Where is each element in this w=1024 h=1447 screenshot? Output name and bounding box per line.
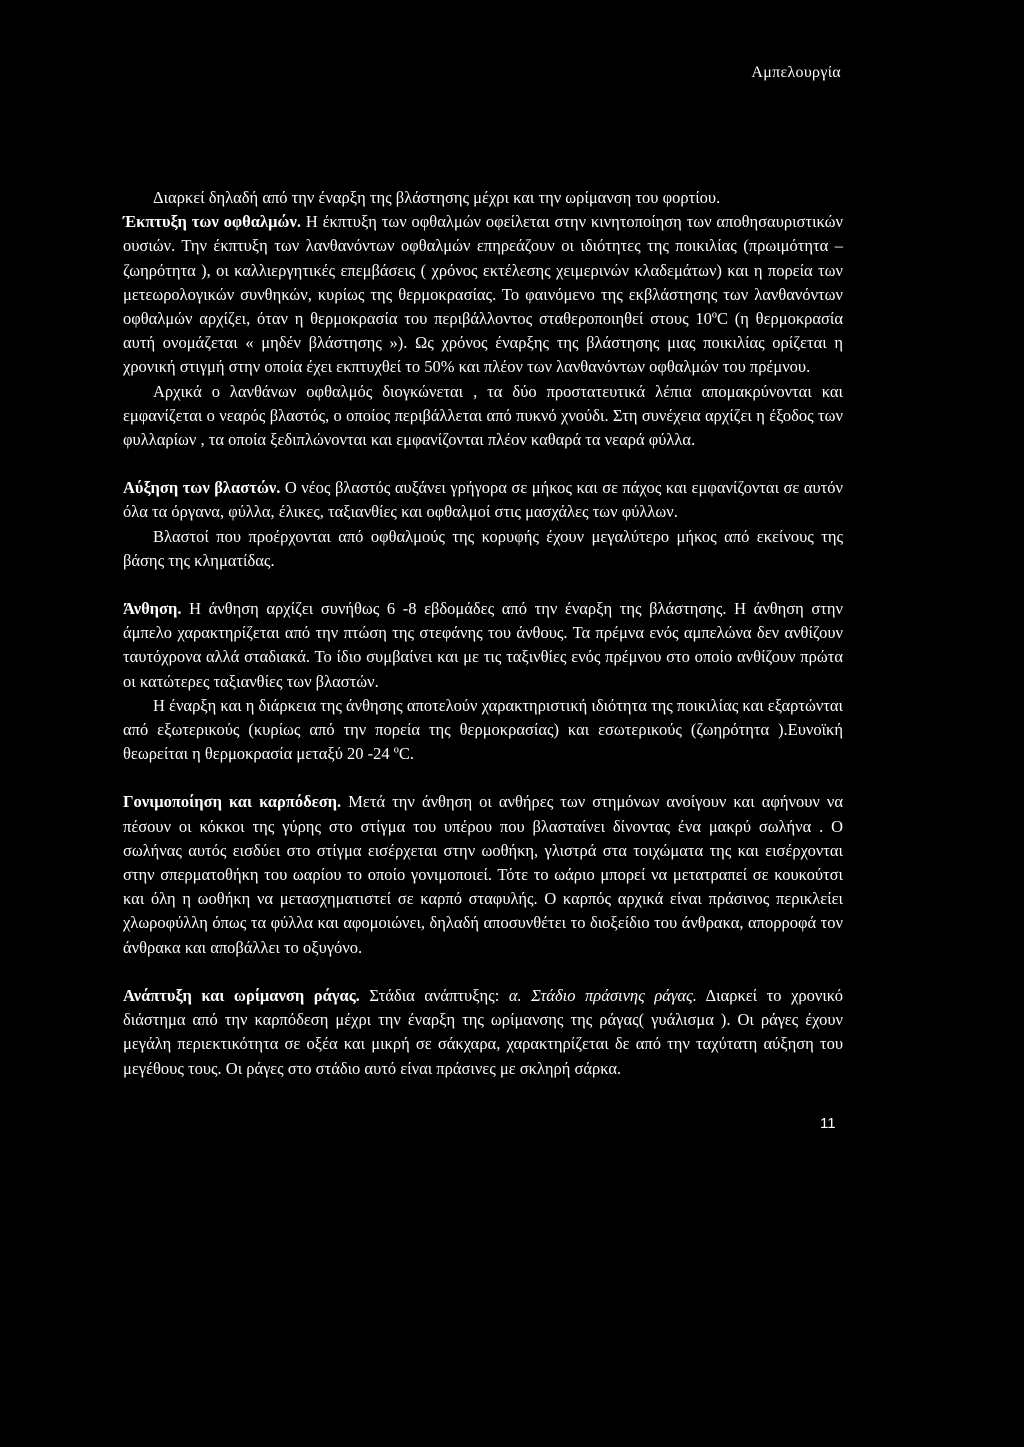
section-heading-shoot-growth: Αύξηση των βλαστών. xyxy=(123,478,281,498)
paragraph-text: Βλαστοί που προέρχονται από οφθαλμούς της κορυφής έχουν μεγαλύτερο μήκος από εκείνους της βάσης της κληματίδας. xyxy=(123,526,843,570)
page-number: 11 xyxy=(820,1115,836,1132)
paragraph-shoot-growth xyxy=(123,476,843,524)
section-heading-berry-development: Ανάπτυξη και ωρίμανση ράγας. xyxy=(123,985,360,1005)
running-header: Αμπελουργία xyxy=(751,64,841,81)
paragraph-fertilization xyxy=(123,790,843,959)
paragraph-text: Στάδια ανάπτυξης: xyxy=(359,985,509,1005)
paragraph-text: Η έναρξη και η διάρκεια της άνθησης αποτελούν χαρακτηριστική ιδιότητα της ποικιλίας και εξαρτώνται από εξωτερικούς (κυρίως από την πορεία της θερμοκρασίας) και εσωτερικούς (ζωηρότητα ).Ευνοϊκή θεωρείται η θερμοκρασία μεταξύ 20 -24 ºC. xyxy=(123,695,843,764)
paragraph-berry-development xyxy=(123,984,843,1081)
paragraph-text: Διαρκεί το χρονικό διάστημα από την καρπόδεση μέχρι την έναρξη της ωρίμανσης της ράγας( γυάλισμα ). Οι ράγες έχουν μεγάλη περιεκτικότητα σε οξέα και μικρή σε σάκχαρα, χαρακτηρίζεται δε από την ταχύτατη αύξηση του μεγέθους τους. Οι ράγες στο στάδιο αυτό είναι πράσινες με σκληρή σάρκα. xyxy=(123,985,843,1078)
paragraph-bud-swelling xyxy=(123,380,843,453)
paragraph-shoot-length xyxy=(123,525,843,573)
paragraph-flowering xyxy=(123,597,843,694)
paragraph-text: Μετά την άνθηση οι ανθήρες των στημόνων ανοίγουν και αφήνουν να πέσουν οι κόκκοι της γύρης στο στίγμα του υπέρου που βλασταίνει δίνοντας ένα μακρύ σωλήνα . Ο σωλήνας αυτός εισδύει στο στίγμα εισέρχεται στην ωοθήκη, γλιστρά στα τοιχώματα της και εισέρχονται στην σπερματοθήκη του ωαρίου το οποίο γονιμοποιεί. Τότε το ωάριο μπορεί να μετατραπεί σε κουκούτσι και όλη η ωοθήκη να μετασχηματιστεί σε καρπό σταφυλής. Ο καρπός αρχικά είναι πράσινος περικλείει χλωροφύλλη όπως τα φύλλα και αφομοιώνει, δηλαδή αποσυνθέτει το διοξείδιο του άνθρακα, απορροφά τον άνθρακα και αποβάλλει το οξυγόνο. xyxy=(123,792,843,957)
section-heading-flowering: Άνθηση. xyxy=(123,599,182,619)
paragraph-text: Ο νέος βλαστός αυξάνει γρήγορα σε μήκος και σε πάχος και εμφανίζονται σε αυτόν όλα τα όργανα, φύλλα, έλικες, ταξιανθίες και οφθαλμοί στις μασχάλες των φύλλων. xyxy=(123,478,843,522)
paragraph-text: Διαρκεί δηλαδή από την έναρξη της βλάστησης μέχρι και την ωρίμανση του φορτίου. xyxy=(153,188,721,207)
paragraph-text: Η άνθηση αρχίζει συνήθως 6 -8 εβδομάδες από την έναρξη της βλάστησης. Η άνθηση στην άμπελο χαρακτηρίζεται από την πτώση της στεφάνης του άνθους. Τα πρέμνα ενός αμπελώνα δεν ανθίζουν ταυτόχρονα αλλά σταδιακά. Το ίδιο συμβαίνει και με τις ταξινθίες ενός πρέμνου στο οποίο ανθίζουν πρώτα οι κατώτερες ταξιανθίες των βλαστών. xyxy=(123,599,843,691)
paragraph-bud-burst xyxy=(123,210,843,379)
section-heading-fertilization: Γονιμοποίηση και καρπόδεση. xyxy=(123,792,342,812)
stage-label: α. Στάδιο πράσινης ράγας. xyxy=(508,985,697,1005)
paragraph-text: Αρχικά ο λανθάνων οφθαλμός διογκώνεται , τα δύο προστατευτικά λέπια απομακρύνονται και εμφανίζεται ο νεαρός βλαστός, ο οποίος περιβάλλεται από πυκνό χνούδι. Στη συνέχεια αρχίζει η έξοδος των φυλλαρίων , τα οποία ξεδιπλώνονται και εμφανίζονται πλέον καθαρά τα νεαρά φύλλα. xyxy=(123,381,843,450)
paragraph-flowering-timing xyxy=(123,694,843,767)
paragraph-duration xyxy=(123,186,843,210)
page-body xyxy=(123,186,843,1081)
section-heading-bud-burst: Έκπτυξη των οφθαλμών. xyxy=(123,212,301,232)
paragraph-text: Η έκπτυξη των οφθαλμών οφείλεται στην κινητοποίηση των αποθησαυριστικών ουσιών. Την έκπτυξη των λανθανόντων οφθαλμών επηρεάζουν οι ιδιότητες της ποικιλίας (πρωιμότητα – ζωηρότητα ), οι καλλιεργητικές επεμβάσεις ( χρόνος εκτέλεσης χειμερινών κλαδεμάτων) και η πορεία των μετεωρολογικών συνθηκών, κυρίως της θερμοκρασίας. Το φαινόμενο της εκβλάστησης των λανθανόντων οφθαλμών αρχίζει, όταν η θερμοκρασία του περιβάλλοντος σταθεροποιηθεί στους 10ºC (η θερμοκρασία αυτή ονομάζεται « μηδέν βλάστησης »). Ως χρόνος έναρξης της βλάστησης μιας ποικιλίας ορίζεται η χρονική στιγμή στην οποία έχει εκπτυχθεί το 50% και πλέον των λανθανόντων οφθαλμών του πρέμνου. xyxy=(123,212,843,377)
